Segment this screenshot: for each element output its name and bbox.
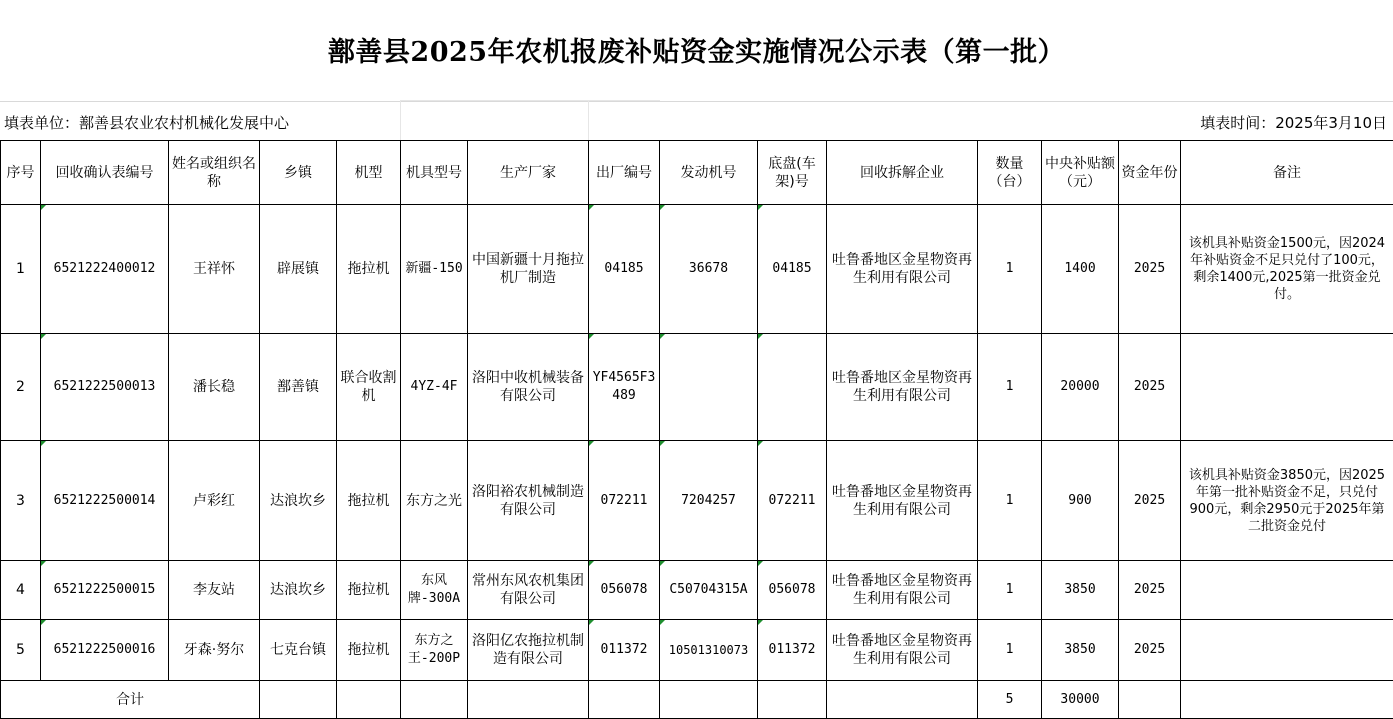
cell-town: 鄯善镇 [260,334,337,441]
cell-subsidy: 1400 [1042,205,1119,334]
col-header: 出厂编号 [589,141,660,205]
cell-qty: 1 [978,334,1042,441]
cell-engine-no: 7204257 [660,441,758,561]
cell-no: 5 [1,620,41,681]
cell-remark [1181,561,1393,620]
cell-subsidy: 900 [1042,441,1119,561]
grid-line [588,101,589,140]
empty-cell [260,681,337,719]
table-row [1,334,1393,441]
empty-cell [758,681,827,719]
cell-engine-no: 10501310073 [660,620,758,681]
col-header: 姓名或组织名称 [169,141,260,205]
cell-chassis-no: 072211 [758,441,827,561]
cell-model: 东风牌-300A [401,561,468,620]
cell-engine-no: C50704315A [660,561,758,620]
col-header: 发动机号 [660,141,758,205]
cell-engine-no: 36678 [660,205,758,334]
cell-type: 拖拉机 [337,561,401,620]
cell-factory-no: 056078 [589,561,660,620]
cell-subsidy: 3850 [1042,561,1119,620]
cell-maker: 洛阳亿农拖拉机制造有限公司 [468,620,589,681]
col-header: 回收确认表编号 [41,141,169,205]
cell-type: 拖拉机 [337,620,401,681]
cell-model: 东方之光 [401,441,468,561]
fill-date: 填表时间：2025年3月10日 [1200,112,1387,133]
cell-remark: 该机具补贴资金1500元，因2024年补贴资金不足只兑付了100元，剩余1400元,2025第一批资金兑付。 [1181,205,1393,334]
table-row [1,441,1393,561]
cell-year: 2025 [1119,620,1181,681]
cell-name: 潘长稳 [169,334,260,441]
cell-recycler: 吐鲁番地区金星物资再生利用有限公司 [827,441,978,561]
cell-type: 联合收割机 [337,334,401,441]
cell-confirm-no: 6521222500013 [41,334,169,441]
cell-confirm-no: 6521222500015 [41,561,169,620]
total-subsidy: 30000 [1042,681,1119,719]
cell-chassis-no: 04185 [758,205,827,334]
table-row [1,561,1393,620]
cell-chassis-no: 011372 [758,620,827,681]
cell-town: 达浪坎乡 [260,441,337,561]
cell-qty: 1 [978,561,1042,620]
cell-type: 拖拉机 [337,205,401,334]
cell-model: 东方之王-200P [401,620,468,681]
grid-line [400,101,401,140]
cell-maker: 洛阳中收机械装备有限公司 [468,334,589,441]
cell-recycler: 吐鲁番地区金星物资再生利用有限公司 [827,205,978,334]
cell-subsidy: 20000 [1042,334,1119,441]
col-header: 底盘(车架)号 [758,141,827,205]
cell-year: 2025 [1119,334,1181,441]
cell-recycler: 吐鲁番地区金星物资再生利用有限公司 [827,561,978,620]
cell-maker: 常州东风农机集团有限公司 [468,561,589,620]
total-qty: 5 [978,681,1042,719]
empty-cell [468,681,589,719]
col-header: 机具型号 [401,141,468,205]
table-row [1,205,1393,334]
cell-recycler: 吐鲁番地区金星物资再生利用有限公司 [827,620,978,681]
subsidy-table [0,140,1393,719]
header-row [1,141,1393,205]
cell-town: 达浪坎乡 [260,561,337,620]
cell-name: 牙森·努尔 [169,620,260,681]
table-row [1,620,1393,681]
title-band [0,0,1393,102]
cell-model: 4YZ-4F [401,334,468,441]
empty-cell [827,681,978,719]
col-header: 备注 [1181,141,1393,205]
cell-name: 王祥怀 [169,205,260,334]
cell-subsidy: 3850 [1042,620,1119,681]
total-row [1,681,1393,719]
empty-cell [401,681,468,719]
cell-maker: 洛阳裕农机械制造有限公司 [468,441,589,561]
fill-unit: 填表单位：鄯善县农业农村机械化发展中心 [4,112,289,133]
cell-qty: 1 [978,441,1042,561]
empty-cell [660,681,758,719]
cell-recycler: 吐鲁番地区金星物资再生利用有限公司 [827,334,978,441]
cell-model: 新疆-150 [401,205,468,334]
cell-no: 4 [1,561,41,620]
cell-maker: 中国新疆十月拖拉机厂制造 [468,205,589,334]
cell-no: 2 [1,334,41,441]
cell-engine-no [660,334,758,441]
col-header: 回收拆解企业 [827,141,978,205]
empty-cell [589,681,660,719]
cell-year: 2025 [1119,205,1181,334]
col-header: 资金年份 [1119,141,1181,205]
cell-year: 2025 [1119,441,1181,561]
cell-year: 2025 [1119,561,1181,620]
cell-factory-no: 072211 [589,441,660,561]
cell-chassis-no: 056078 [758,561,827,620]
cell-qty: 1 [978,620,1042,681]
cell-no: 1 [1,205,41,334]
col-header: 序号 [1,141,41,205]
col-header: 数量（台） [978,141,1042,205]
grid-line [400,100,660,101]
cell-remark: 该机具补贴资金3850元，因2025年第一批补贴资金不足，只兑付900元，剩余2950元于2025年第二批资金兑付 [1181,441,1393,561]
cell-remark [1181,334,1393,441]
cell-no: 3 [1,441,41,561]
cell-confirm-no: 6521222500016 [41,620,169,681]
empty-cell [1181,681,1393,719]
cell-factory-no: 011372 [589,620,660,681]
cell-qty: 1 [978,205,1042,334]
cell-town: 辟展镇 [260,205,337,334]
empty-cell [1119,681,1181,719]
cell-name: 李友站 [169,561,260,620]
cell-type: 拖拉机 [337,441,401,561]
col-header: 生产厂家 [468,141,589,205]
cell-factory-no: 04185 [589,205,660,334]
total-label: 合计 [1,681,260,719]
cell-chassis-no [758,334,827,441]
page-title: 鄯善县2025年农机报废补贴资金实施情况公示表（第一批） [0,30,1393,69]
cell-confirm-no: 6521222400012 [41,205,169,334]
col-header: 中央补贴额（元） [1042,141,1119,205]
cell-factory-no: YF4565F3489 [589,334,660,441]
empty-cell [337,681,401,719]
col-header: 机型 [337,141,401,205]
cell-remark [1181,620,1393,681]
cell-town: 七克台镇 [260,620,337,681]
cell-name: 卢彩红 [169,441,260,561]
col-header: 乡镇 [260,141,337,205]
cell-confirm-no: 6521222500014 [41,441,169,561]
